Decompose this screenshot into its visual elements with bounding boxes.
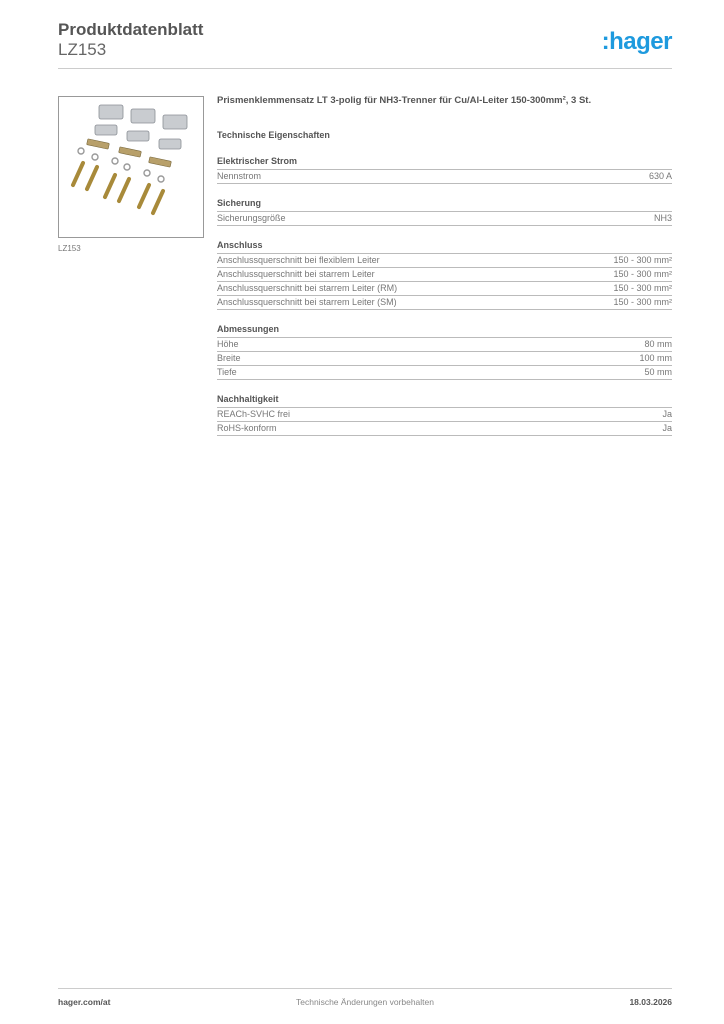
spec-label: Anschlussquerschnitt bei starrem Leiter (RM)	[217, 283, 398, 293]
group-abmessungen	[217, 322, 672, 380]
page-header	[58, 20, 672, 60]
spec-row	[217, 268, 672, 282]
spec-label: Tiefe	[217, 367, 237, 377]
product-details	[217, 94, 672, 436]
product-photo-icon	[59, 97, 203, 237]
image-caption: LZ153	[58, 244, 81, 253]
group-title: Elektrischer Strom	[217, 154, 672, 170]
spec-value: 50 mm	[644, 367, 672, 377]
spec-row	[217, 296, 672, 310]
group-elektrischer-strom	[217, 154, 672, 184]
spec-label: Anschlussquerschnitt bei starrem Leiter	[217, 269, 375, 279]
group-sicherung	[217, 196, 672, 226]
article-number: LZ153	[58, 40, 107, 59]
spec-row	[217, 352, 672, 366]
hager-logo: :hager	[601, 28, 672, 55]
spec-value: 630 A	[648, 171, 672, 181]
spec-row	[217, 170, 672, 184]
product-description: Prismenklemmensatz LT 3-polig für NH3-Trenner für Cu/Al-Leiter 150-300mm², 3 St.	[217, 95, 592, 106]
spec-row	[217, 254, 672, 268]
spec-label: Anschlussquerschnitt bei starrem Leiter (SM)	[217, 297, 397, 307]
spec-row	[217, 422, 672, 436]
technical-heading: Technische Eigenschaften	[217, 130, 330, 140]
header-divider	[58, 68, 672, 69]
spec-value: 150 - 300 mm²	[613, 297, 672, 307]
group-title: Nachhaltigkeit	[217, 392, 672, 408]
spec-value: 150 - 300 mm²	[613, 269, 672, 279]
spec-label: Sicherungsgröße	[217, 213, 286, 223]
spec-label: Nennstrom	[217, 171, 262, 181]
spec-label: Höhe	[217, 339, 239, 349]
spec-value: 100 mm	[639, 353, 672, 363]
group-title: Anschluss	[217, 238, 672, 254]
document-title: Produktdatenblatt	[58, 20, 204, 39]
group-anschluss	[217, 238, 672, 310]
footer-date: 18.03.2026	[629, 997, 672, 1007]
group-title: Abmessungen	[217, 322, 672, 338]
spec-row	[217, 366, 672, 380]
spec-label: Breite	[217, 353, 241, 363]
spec-value: Ja	[662, 409, 672, 419]
spec-row	[217, 338, 672, 352]
spec-row	[217, 408, 672, 422]
spec-label: REACh-SVHC frei	[217, 409, 291, 419]
footer-website-link[interactable]: hager.com/at	[58, 997, 111, 1007]
spec-value: 150 - 300 mm²	[613, 255, 672, 265]
spec-row	[217, 212, 672, 226]
spec-value: 150 - 300 mm²	[613, 283, 672, 293]
spec-value: 80 mm	[644, 339, 672, 349]
footer-divider	[58, 988, 672, 989]
spec-value: NH3	[653, 213, 672, 223]
spec-row	[217, 282, 672, 296]
spec-label: RoHS-konform	[217, 423, 277, 433]
group-title: Sicherung	[217, 196, 672, 212]
footer-disclaimer: Technische Änderungen vorbehalten	[296, 997, 434, 1007]
group-nachhaltigkeit	[217, 392, 672, 436]
spec-label: Anschlussquerschnitt bei flexiblem Leiter	[217, 255, 380, 265]
spec-value: Ja	[662, 423, 672, 433]
product-image	[58, 96, 204, 238]
